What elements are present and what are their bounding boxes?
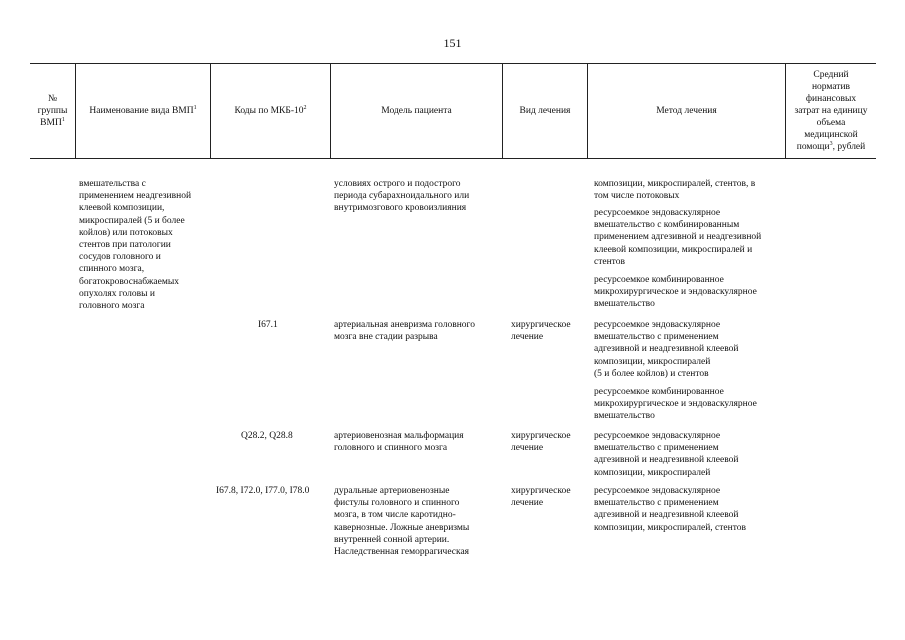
method-cell: ресурсоемкое комбинированное микрохирургическое и эндоваскулярное вмешательство: [594, 275, 757, 310]
icd-code-cell: I67.1: [258, 320, 278, 330]
method-cell: ресурсоемкое эндоваскулярное вмешательство с применением адгезивной и неадгезивной клеевой композиции, микроспиралей, стентов: [594, 486, 746, 533]
patient-model-cell: артериальная аневризма головного мозга вне стадии разрыва: [334, 320, 475, 343]
vmp-name-cell: вмешательства с применением неадгезивной клеевой композиции, микроспиралей (5 и более койлов) или потоковых стентов при патологии сосудов головного и спинного мозга, богатокровоснабжаемых опухолях головы и головного мозга: [79, 179, 192, 312]
patient-model-cell: дуральные артериовенозные фистулы головного и спинного мозга, в том числе каротидно- кавернозные. Ложные аневризмы внутренней сонной артерии. Наследственная геморрагическая: [334, 486, 470, 558]
page-number: 151: [443, 36, 462, 50]
treatment-type-cell: хирургическое лечение: [511, 431, 571, 454]
method-cell: ресурсоемкое эндоваскулярное вмешательство с комбинированным применением адгезивной и неадгезивной клеевой композиции, микроспиралей и стентов: [594, 208, 762, 267]
patient-model-cell: условиях острого и подострого периода субарахноидального или внутримозгового кровоизлияния: [334, 179, 470, 214]
header-normative: Средний норматив финансовых затрат на единицу объема медицинской помощи$^3$, рублей: [794, 69, 868, 152]
icd-code-cell: Q28.2, Q28.8: [241, 431, 293, 441]
method-cell: ресурсоемкое комбинированное микрохирургическое и эндоваскулярное вмешательство: [594, 387, 757, 422]
header-icd-codes: Коды по МКБ-$10^2$: [211, 63, 331, 158]
treatment-type-cell: хирургическое лечение: [511, 486, 571, 509]
treatment-type-cell: хирургическое лечение: [511, 320, 571, 343]
header-vmp-name: Наименование вида ВМП$^1$: [76, 63, 211, 158]
icd-code-cell: I67.8, I72.0, I77.0, I78.0: [216, 486, 310, 496]
header-group-number: № группы ВМП$^1$: [30, 63, 76, 158]
patient-model-cell: артериовенозная мальформация головного и спинного мозга: [334, 431, 464, 454]
header-patient-model: Модель пациента: [331, 63, 503, 158]
table-header-bottom-border: [30, 158, 876, 159]
header-treatment-type: Вид лечения: [503, 63, 588, 158]
method-cell: ресурсоемкое эндоваскулярное вмешательство с применением адгезивной и неадгезивной клеевой композиции, микроспиралей: [594, 431, 739, 478]
method-cell: композиции, микроспиралей, стентов, в том числе потоковых: [594, 179, 756, 202]
header-treatment-method: Метод лечения: [588, 63, 786, 158]
method-cell: ресурсоемкое эндоваскулярное вмешательство с применением адгезивной и неадгезивной клеевой композиции, микроспиралей (5 и более койлов) и стентов: [594, 320, 739, 379]
